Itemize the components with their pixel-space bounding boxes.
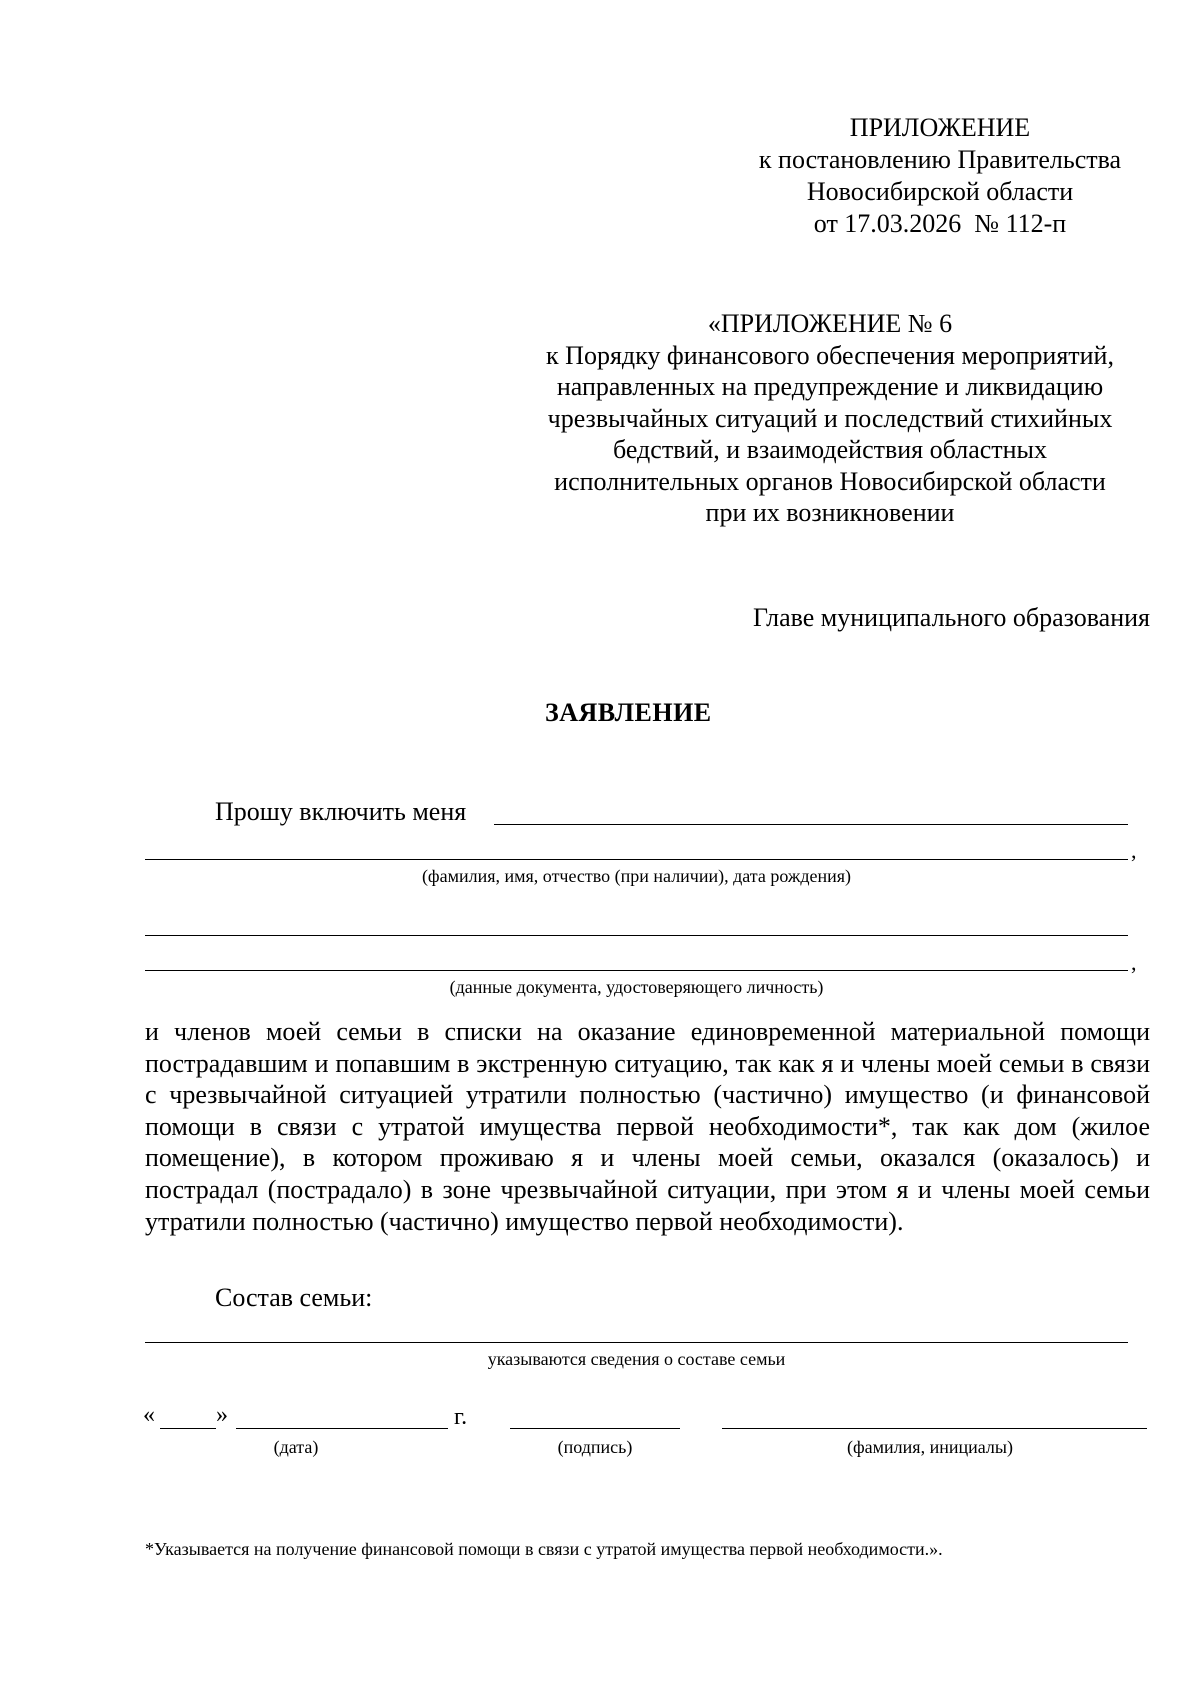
caption-name: (фамилия, имя, отчество (при наличии), дата рождения) [421, 866, 852, 886]
document-title: ЗАЯВЛЕНИЕ [545, 698, 712, 727]
name-field-line-2[interactable] [145, 859, 1128, 860]
date-quote-open: « [143, 1402, 155, 1428]
id-document-line-2[interactable] [145, 970, 1128, 971]
annex6-line: к Порядку финансового обеспечения мероприятий, [546, 340, 1114, 370]
family-composition-label: Состав семьи: [215, 1283, 373, 1312]
caption-id-document: (данные документа, удостоверяющего личность) [449, 977, 824, 997]
appendix-line-region: Новосибирской области [806, 177, 1074, 206]
name-field-line-1[interactable] [494, 824, 1128, 825]
annex6-line: при их возникновении [705, 498, 955, 527]
family-composition-line[interactable] [145, 1342, 1128, 1343]
signature-line[interactable] [510, 1428, 680, 1429]
appendix-title: ПРИЛОЖЕНИЕ [849, 113, 1031, 142]
date-month-year-line[interactable] [236, 1428, 448, 1429]
annex6-header [510, 308, 1150, 529]
id-document-line-1[interactable] [145, 935, 1128, 936]
date-day-line[interactable] [160, 1428, 216, 1429]
appendix-line-date-number: от 17.03.2026 № 112-п [813, 209, 1067, 238]
appendix-line-resolution: к постановлению Правительства [758, 145, 1122, 174]
addressee: Главе муниципального образования [753, 603, 1150, 632]
annex6-line: бедствий, и взаимодействия областных [612, 435, 1048, 464]
comma: , [1131, 950, 1137, 975]
annex6-line: исполнительных органов Новосибирской области [554, 466, 1106, 496]
annex6-line: направленных на предупреждение и ликвидацию [556, 372, 1104, 401]
statement-body: и членов моей семьи в списки на оказание единовременной материальной помощи пострадавшим и попавшим в экстренную ситуацию, так как я и члены моей семьи в связи с чрезвычайной ситуацией утратили полностью (частично) имущество (и финансовой помощи в связи с утратой имущества первой необходимости*, так как дом (жилое помещение), в котором проживаю я и члены моей семьи, оказался (оказалось) и пострадал (пострадало) в зоне чрезвычайной ситуации, при этом я и члены моей семьи утратили полностью (частично) имущество первой необходимости). [145, 1017, 1150, 1236]
caption-date: (дата) [273, 1437, 319, 1457]
year-suffix: г. [454, 1404, 468, 1430]
annex6-title: «ПРИЛОЖЕНИЕ № 6 [707, 309, 953, 338]
date-quote-close: » [216, 1402, 228, 1428]
request-lead-text: Прошу включить меня [215, 797, 467, 826]
footnote: *Указывается на получение финансовой помощи в связи с утратой имущества первой необходимости.». [145, 1539, 943, 1559]
annex6-line: чрезвычайных ситуаций и последствий стихийных [547, 403, 1113, 433]
fullname-line[interactable] [722, 1428, 1147, 1429]
caption-signature: (подпись) [557, 1437, 633, 1457]
appendix-header [690, 112, 1190, 240]
caption-family: указываются сведения о составе семьи [487, 1349, 786, 1369]
caption-fullname: (фамилия, инициалы) [847, 1437, 1013, 1457]
comma: , [1131, 838, 1137, 863]
